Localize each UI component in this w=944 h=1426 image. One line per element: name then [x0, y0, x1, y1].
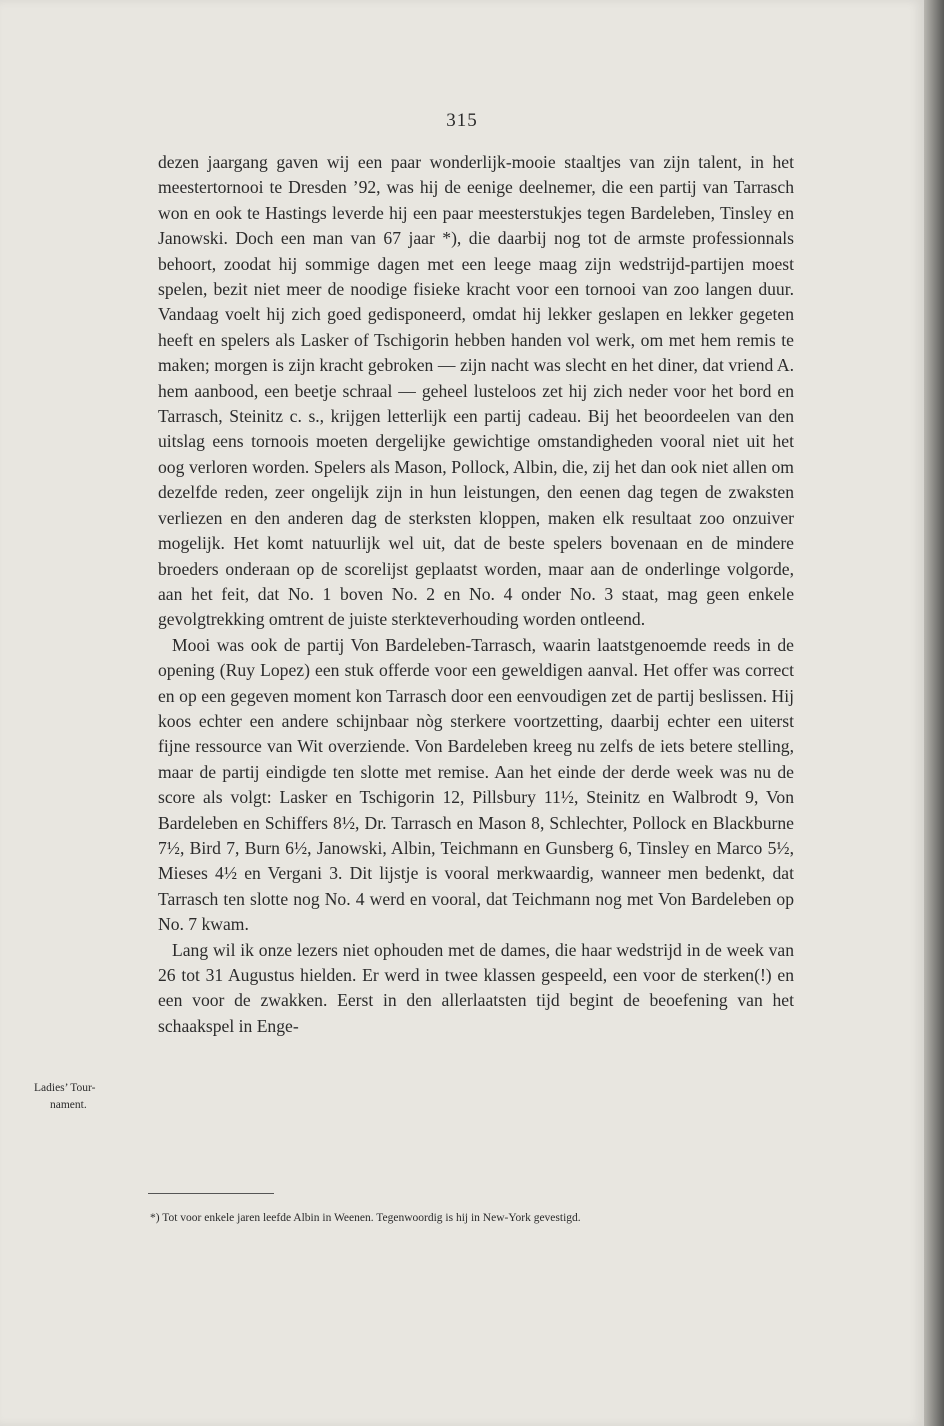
paragraph-1: dezen jaargang gaven wij een paar wonderlijk-mooie staaltjes van zijn talent, in het meestertornooi te Dresden ’92, was hij de eenige deelnemer, die een partij van Tarrasch won en ook te Hastings leverde hij een paar meesterstukjes tegen Bardeleben, Tinsley en Janowski. Doch een man van 67 jaar *), die daarbij nog tot de armste professionnals behoort, zoodat hij sommige dagen met een leege maag zijn wedstrijd-partijen moest spelen, bezit niet meer de noodige fisieke kracht voor een tornooi van zoo langen duur. Vandaag voelt hij zich goed gedisponeerd, omdat hij lekker geslapen en lekker gegeten heeft en spelers als Lasker of Tschigorin hebben handen vol werk, om met hem remis te maken; morgen is zijn kracht gebroken — zijn nacht was slecht en het diner, dat vriend A. hem aanbood, een beetje schraal — geheel lusteloos zet hij zich neder voor het bord en Tarrasch, Steinitz c. s., krijgen letterlijk een partij cadeau. Bij het beoordeelen van den uitslag eens tornoois moeten dergelijke gewichtige omstandigheden vooral niet uit het oog verloren worden. Spelers als Mason, Pollock, Albin, die, zij het dan ook niet allen om dezelfde reden, zeer ongelijk zijn in hun leistungen, den eenen dag tegen de zwaksten verliezen en den anderen dag de sterksten kloppen, maken elk resultaat zoo onzuiver mogelijk. Het komt natuurlijk wel uit, dat de beste spelers bovenaan en de mindere broeders onderaan op de scorelijst geplaatst worden, maar aan de onderlinge volgorde, aan het feit, dat No. 1 boven No. 2 en No. 4 onder No. 3 staat, mag geen enkele gevolgtrekking omtrent de juiste sterkteverhouding worden ontleend.	[158, 152, 794, 630]
margin-note	[34, 1080, 124, 1114]
margin-note-line-1: Ladies’ Tour-	[34, 1082, 96, 1094]
footnote-rule	[148, 1193, 274, 1194]
page-number: 315	[446, 110, 478, 131]
main-text	[158, 150, 794, 1039]
page-edge	[924, 0, 944, 1426]
paragraph-2: Mooi was ook de partij Von Bardeleben-Tarrasch, waarin laatstgenoemde reeds in de opening (Ruy Lopez) een stuk offerde voor een geweldigen aanval. Het offer was correct en op een gegeven moment kon Tarrasch door een eenvoudigen zet de partij beslissen. Hij koos echter een andere schijnbaar nòg sterkere voortzetting, daarbij echter een uiterst fijne ressource van Wit overziende. Von Bardeleben kreeg nu zelfs de iets betere stelling, maar de partij eindigde ten slotte met remise. Aan het einde der derde week was nu de score als volgt: Lasker en Tschigorin 12, Pillsbury 11½, Steinitz en Walbrodt 9, Von Bardeleben en Schiffers 8½, Dr. Tarrasch en Mason 8, Schlechter, Pollock en Blackburne 7½, Bird 7, Burn 6½, Janowski, Albin, Teichmann en Gunsberg 6, Tinsley en Marco 5½, Mieses 4½ en Vergani 3. Dit lijstje is vooral merkwaardig, wanneer men bedenkt, dat Tarrasch ten slotte nog No. 4 werd en vooral, dat Teichmann nog met Von Bardeleben op No. 7 kwam.	[158, 634, 794, 935]
margin-note-line-2: nament.	[50, 1099, 87, 1111]
footnote: *) Tot voor enkele jaren leefde Albin in Weenen. Tegenwoordig is hij in New-York gevestigd.	[150, 1212, 581, 1224]
paragraph-3: Lang wil ik onze lezers niet ophouden met de dames, die haar wedstrijd in de week van 26 tot 31 Augustus hielden. Er werd in twee klassen gespeeld, een voor de sterken(!) en een voor de zwakken. Eerst in den allerlaatsten tijd begint de beoefening van het schaakspel in Enge-	[158, 939, 794, 1036]
